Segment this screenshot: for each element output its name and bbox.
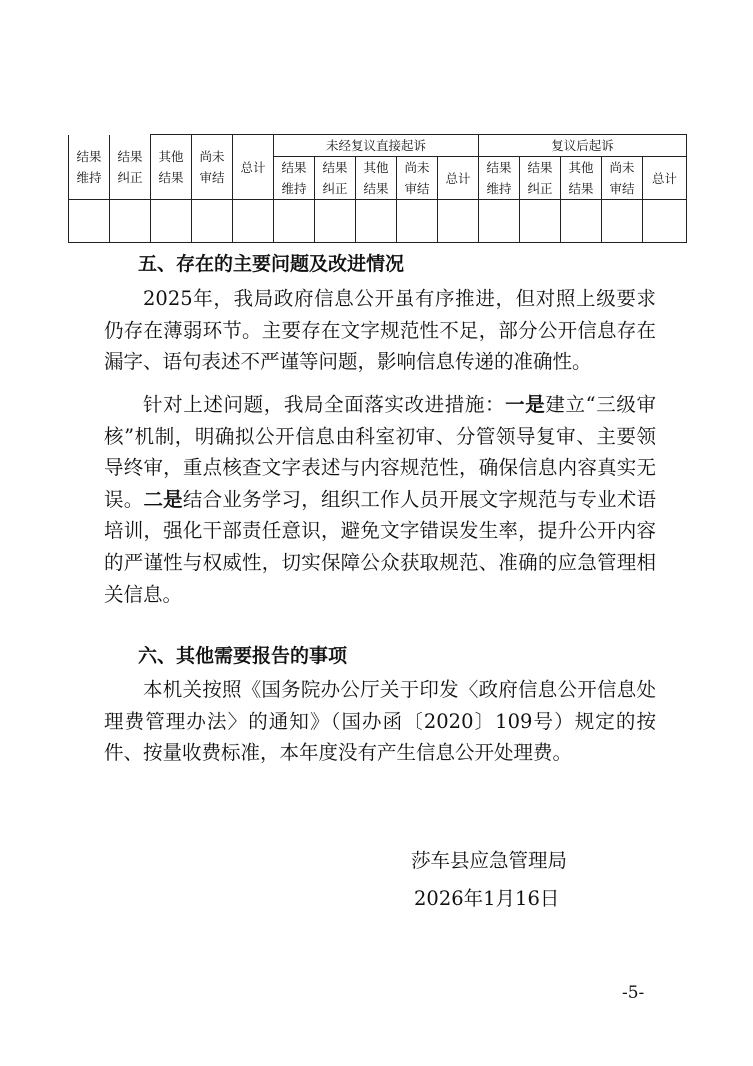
direct-header-corrected: 结果纠正: [315, 157, 356, 200]
header-total: 总计: [233, 135, 274, 200]
table-cell: [356, 200, 397, 243]
page-number: -5-: [622, 983, 645, 1003]
group-header-lawsuit-after-review: 复议后起诉: [479, 135, 687, 157]
signature-org: 莎车县应急管理局: [411, 849, 568, 872]
table-cell: [69, 200, 110, 243]
table-cell: [315, 200, 356, 243]
header-result-maintain: 结果维持: [69, 135, 110, 200]
after-header-total: 总计: [643, 157, 687, 200]
table-cell: [561, 200, 602, 243]
table-cell: [274, 200, 315, 243]
after-header-maintain: 结果维持: [479, 157, 520, 200]
after-header-pending: 尚未审结: [602, 157, 643, 200]
table-cell: [110, 200, 151, 243]
direct-header-pending: 尚未审结: [397, 157, 438, 200]
table-cell: [479, 200, 520, 243]
measure-one-text: 建立“三级审核”机制，明确拟公开信息由科室初审、分管领导复审、主要领导终审，重点核查文字表述与内容规范性，确保信息内容真实无误。: [104, 393, 656, 511]
header-pending: 尚未审结: [192, 135, 233, 200]
measure-one-marker: 一是: [505, 393, 546, 416]
after-header-corrected: 结果纠正: [520, 157, 561, 200]
section5-heading: 五、存在的主要问题及改进情况: [138, 253, 405, 275]
direct-header-total: 总计: [438, 157, 479, 200]
table-cell: [602, 200, 643, 243]
signature-date: 2026年1月16日: [414, 887, 560, 910]
direct-header-other: 其他结果: [356, 157, 397, 200]
table-cell: [192, 200, 233, 243]
section5-paragraph-1: 2025年，我局政府信息公开虽有序推进，但对照上级要求仍存在薄弱环节。主要存在文字规范性不足，部分公开信息存在漏字、语句表述不严谨等问题，影响信息传递的准确性。: [104, 287, 656, 374]
para2-lead: 针对上述问题，我局全面落实改进措施：: [143, 393, 506, 416]
measure-two-marker: 二是: [143, 487, 183, 511]
table-cell: [520, 200, 561, 243]
header-result-corrected: 结果纠正: [110, 135, 151, 200]
section6-heading: 六、其他需要报告的事项: [138, 645, 348, 667]
table-cell: [233, 200, 274, 243]
table-cell: [397, 200, 438, 243]
table-cell: [151, 200, 192, 243]
after-header-other: 其他结果: [561, 157, 602, 200]
direct-header-maintain: 结果维持: [274, 157, 315, 200]
table-cell: [438, 200, 479, 243]
section6-paragraph: 本机关按照《国务院办公厅关于印发〈政府信息公开信息处理费管理办法〉的通知》（国办函〔2020〕109号）规定的按件、按量收费标准，本年度没有产生信息公开处理费。: [104, 678, 656, 765]
litigation-stat-table: [68, 134, 687, 243]
section5-paragraph-2: [104, 389, 656, 610]
measure-two-text: 结合业务学习，组织工作人员开展文字规范与专业术语培训，强化干部责任意识，避免文字错误发生率，提升公开内容的严谨性与权威性，切实保障公众获取规范、准确的应急管理相关信息。: [104, 487, 656, 606]
group-header-direct-lawsuit: 未经复议直接起诉: [274, 135, 479, 157]
header-other-result: 其他结果: [151, 135, 192, 200]
table-cell: [643, 200, 687, 243]
